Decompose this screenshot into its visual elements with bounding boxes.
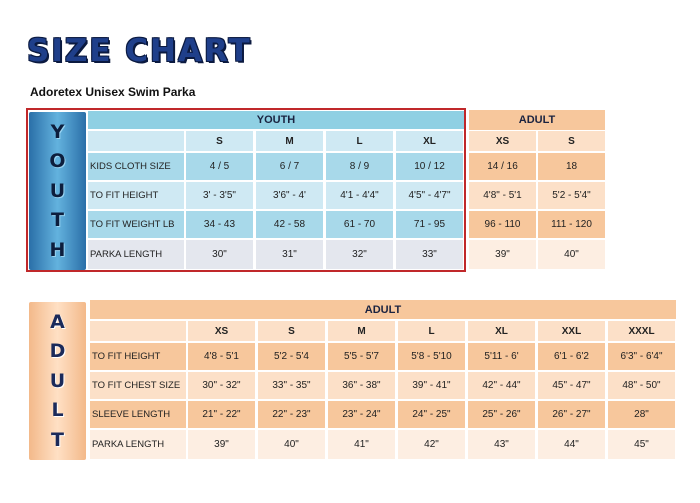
adult-cell: 45" - 47"	[538, 372, 605, 399]
adult-cell: 43"	[468, 430, 535, 459]
adult-cell: 48" - 50"	[608, 372, 675, 399]
adult-row-label: PARKA LENGTH	[90, 430, 186, 459]
youth-cell: 71 - 95	[396, 211, 463, 238]
youth-size-header: S	[186, 131, 253, 151]
youth-cell: 42 - 58	[256, 211, 323, 238]
adult-cell: 26" - 27"	[538, 401, 605, 428]
adult-size-header: XXXL	[608, 321, 675, 341]
youth-cell: 61 - 70	[326, 211, 393, 238]
adult-cell: 39" - 41"	[398, 372, 465, 399]
youth-cell: 31"	[256, 240, 323, 269]
adult-cell: 24" - 25"	[398, 401, 465, 428]
adult-cell: 44"	[538, 430, 605, 459]
adult-cell: 42" - 44"	[468, 372, 535, 399]
adult-cell: 39"	[188, 430, 255, 459]
adult-row-label: TO FIT HEIGHT	[90, 343, 186, 370]
youth-cell: 34 - 43	[186, 211, 253, 238]
youth-letter: H	[49, 238, 66, 261]
adult-side-banner	[29, 302, 86, 460]
youth-adult-size-header: XS	[469, 131, 536, 151]
page-title: SIZE CHART	[27, 33, 252, 69]
adult-cell: 33" - 35"	[258, 372, 325, 399]
youth-adult-cell: 18	[538, 153, 605, 180]
adult-cell: 6'3" - 6'4"	[608, 343, 675, 370]
youth-adult-cell: 14 / 16	[469, 153, 536, 180]
adult-cell: 42"	[398, 430, 465, 459]
youth-adult-header: ADULT	[469, 110, 605, 130]
youth-cell: 4'1 - 4'4"	[326, 182, 393, 209]
youth-cell: 10 / 12	[396, 153, 463, 180]
adult-letter: U	[49, 369, 66, 392]
adult-cell: 5'2 - 5'4	[258, 343, 325, 370]
youth-adult-cell: 111 - 120	[538, 211, 605, 238]
adult-size-header: M	[328, 321, 395, 341]
adult-cell: 6'1 - 6'2	[538, 343, 605, 370]
youth-cell: 33"	[396, 240, 463, 269]
adult-letter: T	[51, 428, 64, 451]
youth-adult-cell: 39"	[469, 240, 536, 269]
adult-size-header: L	[398, 321, 465, 341]
adult-cell: 28"	[608, 401, 675, 428]
youth-letter: Y	[50, 120, 65, 143]
youth-size-header: M	[256, 131, 323, 151]
youth-corner-cell	[88, 131, 184, 151]
adult-cell: 41"	[328, 430, 395, 459]
youth-size-header: L	[326, 131, 393, 151]
youth-header: YOUTH	[88, 111, 464, 129]
youth-row-label: TO FIT WEIGHT LB	[88, 211, 184, 238]
youth-adult-cell: 4'8" - 5'1	[469, 182, 536, 209]
adult-cell: 25" - 26"	[468, 401, 535, 428]
adult-row-label: TO FIT CHEST SIZE	[90, 372, 186, 399]
adult-size-header: S	[258, 321, 325, 341]
adult-row-label: SLEEVE LENGTH	[90, 401, 186, 428]
youth-letter: U	[49, 179, 66, 202]
adult-cell: 40"	[258, 430, 325, 459]
youth-cell: 6 / 7	[256, 153, 323, 180]
youth-size-header: XL	[396, 131, 463, 151]
adult-cell: 5'11 - 6'	[468, 343, 535, 370]
adult-cell: 5'5 - 5'7	[328, 343, 395, 370]
adult-cell: 22" - 23"	[258, 401, 325, 428]
adult-cell: 21" - 22"	[188, 401, 255, 428]
youth-cell: 30"	[186, 240, 253, 269]
adult-cell: 4'8 - 5'1	[188, 343, 255, 370]
adult-letter: L	[51, 399, 64, 421]
youth-row-label: PARKA LENGTH	[88, 240, 184, 269]
adult-cell: 45"	[608, 430, 675, 459]
adult-size-header: XXL	[538, 321, 605, 341]
adult-cell: 36" - 38"	[328, 372, 395, 399]
youth-row-label: KIDS CLOTH SIZE	[88, 153, 184, 180]
adult-letter: D	[49, 340, 66, 362]
adult-cell: 30" - 32"	[188, 372, 255, 399]
youth-cell: 32"	[326, 240, 393, 269]
youth-cell: 8 / 9	[326, 153, 393, 180]
youth-adult-cell: 5'2 - 5'4"	[538, 182, 605, 209]
youth-cell: 4'5" - 4'7"	[396, 182, 463, 209]
youth-side-banner	[29, 112, 86, 270]
youth-adult-cell: 96 - 110	[469, 211, 536, 238]
adult-letter: A	[50, 310, 65, 333]
youth-cell: 3' - 3'5"	[186, 182, 253, 209]
youth-adult-size-header: S	[538, 131, 605, 151]
adult-cell: 23" - 24"	[328, 401, 395, 428]
youth-cell: 4 / 5	[186, 153, 253, 180]
adult-size-header: XL	[468, 321, 535, 341]
product-name: Adoretex Unisex Swim Parka	[30, 85, 196, 99]
youth-adult-cell: 40"	[538, 240, 605, 269]
youth-row-label: TO FIT HEIGHT	[88, 182, 184, 209]
adult-corner-cell	[90, 321, 186, 341]
adult-header: ADULT	[90, 300, 676, 319]
youth-letter: T	[51, 209, 64, 231]
youth-letter: O	[49, 150, 66, 172]
adult-cell: 5'8 - 5'10	[398, 343, 465, 370]
adult-size-header: XS	[188, 321, 255, 341]
youth-cell: 3'6" - 4'	[256, 182, 323, 209]
